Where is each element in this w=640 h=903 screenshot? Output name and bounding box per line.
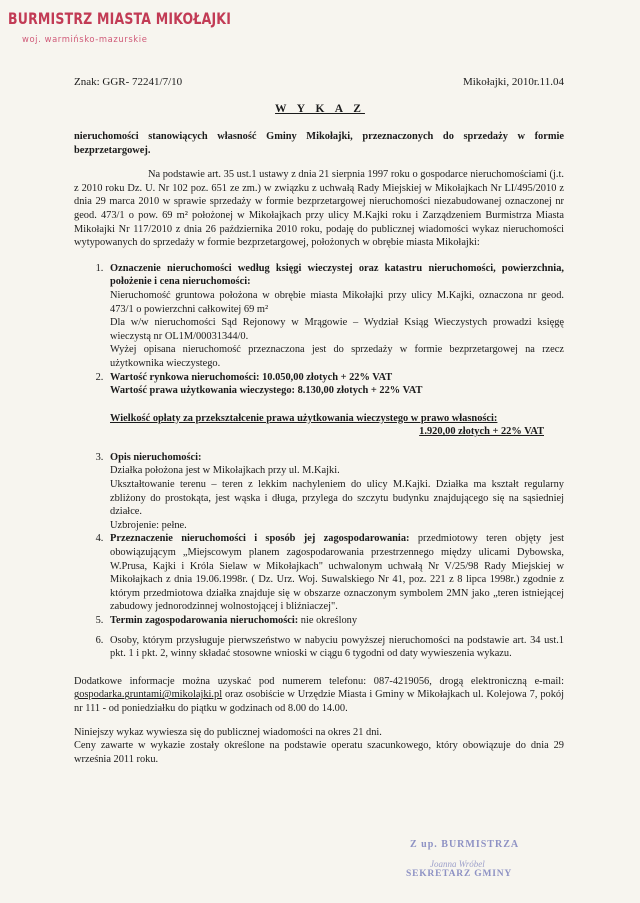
contact-text: Dodatkowe informacje można uzyskać pod numerem telefonu: 087-4219056, drogą elektroniczną e-mail:: [74, 675, 564, 687]
signature-name: Joanna Wróbel: [430, 859, 485, 869]
signature-role: SEKRETARZ GMINY: [406, 869, 513, 879]
contact-text-end: oraz osobiście w Urzędzie Miasta i Gminy w Mikołajkach ul. Kolejowa 7, pokój nr 111 - od poniedziałku do piątku w godzinach od 8.00 do 14.00.: [74, 689, 564, 714]
email-link[interactable]: gospodarka.gruntami@mikolajki.pl: [74, 689, 223, 701]
item-text: [110, 532, 564, 614]
posting-period: Niniejszy wykaz wywiesza się do publicznej wiadomości na okres 21 dni.: [74, 726, 382, 738]
market-value: 2. Wartość rynkowa nieruchomości: 10.050,00 złotych + 22% VAT: [110, 371, 393, 383]
list-item: [106, 634, 564, 661]
item-heading: Termin zagospodarowania nieruchomości:: [110, 615, 299, 626]
item-text: Działka położona jest w Mikołajkach przy ul. M.Kajki.: [110, 465, 340, 477]
stamp-title: BURMISTRZ MIASTA MIKOŁAJKI: [8, 8, 232, 28]
document-title: W Y K A Z: [275, 103, 365, 115]
valuation-note: Ceny zawarte w wykazie zostały określone na podstawie operatu szacunkowego, który obowiązuje do dnia 29 września 2011 roku.: [74, 740, 564, 765]
item-body: przedmiotowy teren objęty jest obowiązującym „Miejscowym planem zagospodarowania przestrzennego między ulicami Dybowska, W.Prusa, Kajki i Króla Sielaw w Mikołajkach" uchwalonym uchwałą Nr V/25/98 Rady Miejskiej w Mikołajkach z dnia 19.06.1998r. ( Dz. Urz. Woj. Suwalskiego Nr 41, poz. 221 z 8 lipca 1998r.) zgodnie z którym przedmiotowa działka znajduje się w obszarze oznaczonym symbolem 2MN jako „teren istniejącej zabudowy jednorodzinnej wolnostojącej i bliźniaczej".: [110, 533, 564, 613]
official-stamp-header: [8, 8, 232, 46]
document-reference: Znak: GGR- 72241/7/10: [74, 76, 183, 88]
list-item: [106, 451, 564, 533]
stamp-subtitle: woj. warmińsko-mazurskie: [22, 33, 148, 44]
item-text: Nieruchomość gruntowa położona w obrębie miasta Mikołajki przy ulicy M.Kajki, oznaczona nr geod. 473/1 o powierzchni całkowitej 69 m²: [110, 289, 564, 315]
item-heading: 3. Opis nieruchomości:: [110, 451, 202, 463]
list-item: [106, 532, 564, 614]
intro-paragraph: Na podstawie art. 35 ust.1 ustawy z dnia 21 sierpnia 1997 roku o gospodarce nieruchomościami (j.t. z 2010 roku Dz. U. Nr 102 poz. 651 ze zm.) w związku z uchwałą Rady Miejskiej w Mikołajkach Nr LI/495/2010 z dnia 29 marca 2010 w sprawie sprzedaży w formie bezprzetargowej nieruchomości niezabudowanej oznaczonej nr geod. 473/1 o pow. 69 m² położonej w Mikołajkach przy ulicy M.Kajki roku i Zarządzeniem Burmistrza Miasta Mikołajki Nr 117/2010 z dnia 26 października 2010 roku, podaję do publicznej wiadomości wykaz nieruchomości wytypowanych do sprzedaży w formie bezprzetargowej, położonych w obrębie miasta Mikołajki:: [74, 169, 564, 249]
signature-authority: Z up. BURMISTRZA: [410, 839, 520, 850]
validity-paragraph: [74, 726, 564, 767]
property-list-continued: [74, 451, 564, 661]
usufruct-value: Wartość prawa użytkowania wieczystego: 8.130,00 złotych + 22% VAT: [110, 385, 423, 397]
conversion-fee: [74, 412, 564, 439]
property-list: [74, 262, 564, 398]
item-heading: 1. Oznaczenie nieruchomości według księgi wieczystej oraz katastru nieruchomości, powierzchnia, położenie i cena nieruchomości:: [110, 262, 564, 288]
item-text: Uzbrojenie: pełne.: [110, 519, 187, 531]
list-item: [106, 371, 564, 398]
item-text: Wyżej opisana nieruchomość przeznaczona jest do sprzedaży w formie bezprzetargowej na rzecz użytkownika wieczystego.: [110, 344, 564, 369]
reference-row: [74, 76, 564, 90]
document-body: [74, 130, 564, 766]
item-text: Dla w/w nieruchomości Sąd Rejonowy w Mrągowie – Wydział Ksiąg Wieczystych prowadzi księgę wieczystą nr OL1M/00031344/0.: [110, 317, 564, 342]
list-item: [106, 262, 564, 371]
conversion-fee-amount: 1.920,00 złotych + 22% VAT: [419, 426, 544, 438]
item-text: 6. Osoby, którym przysługuje pierwszeństwo w nabyciu powyższej nieruchomości na podstawie art. 34 ust.1 pkt. 1 i pkt. 2, winny składać stosowne wnioski w ciągu 6 tygodni od daty wywieszenia wykazu.: [110, 634, 564, 660]
item-text: [110, 614, 564, 628]
conversion-fee-label: Wielkość opłaty za przekształcenie prawa użytkowania wieczystego w prawo własności:: [110, 412, 498, 424]
signature-stamp: [406, 838, 550, 888]
contact-paragraph: [74, 675, 564, 716]
item-heading: Przeznaczenie nieruchomości i sposób jej zagospodarowania:: [110, 533, 410, 545]
document-date: Mikołajki, 2010r.11.04: [462, 76, 564, 88]
item-body: nie określony: [298, 615, 358, 626]
document-subject: nieruchomości stanowiących własność Gminy Mikołajki, przeznaczonych do sprzedaży w formie bezprzetargowej.: [74, 131, 564, 156]
item-text: Ukształtowanie terenu – teren z lekkim nachyleniem do ulicy M.Kajki. Działka ma kształt regularny zbliżony do prostokąta, jest wąska i długa, przylega do szczytu budynku znajdującego się na sąsiedniej działce.: [110, 479, 564, 518]
list-item: [106, 614, 564, 628]
